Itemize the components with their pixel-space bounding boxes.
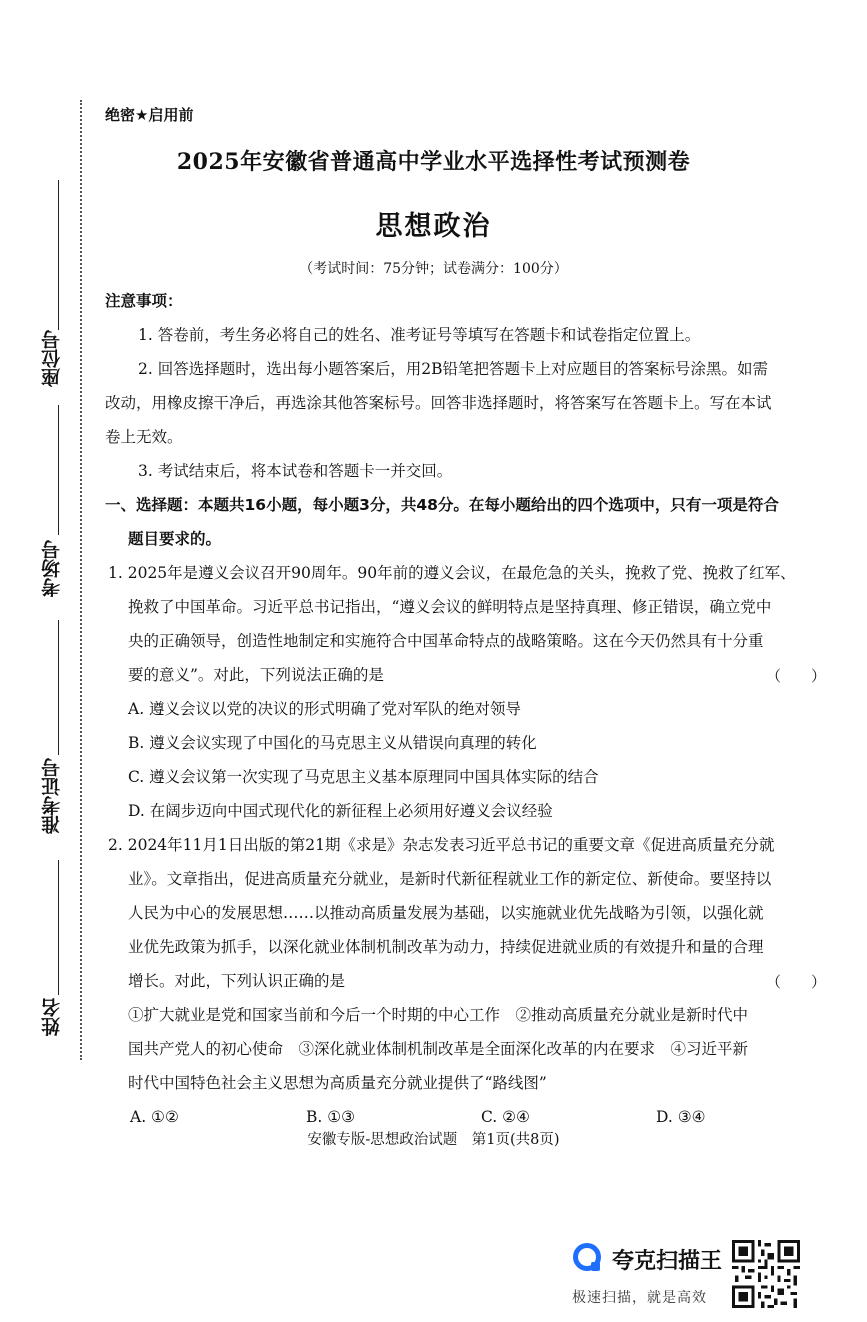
notice-item-3: 3. 考试结束后，将本试卷和答题卡一并交回。 [138, 462, 453, 480]
ticket-label: 准考证号 [41, 758, 63, 834]
name-label: 姓名 [41, 998, 63, 1036]
time-info: （考试时间：75分钟；试卷满分：100分） [299, 261, 568, 277]
room-label: 考场号 [41, 540, 63, 597]
q2-option-b: B. ①③ [306, 1108, 356, 1126]
seat-underline [58, 180, 59, 330]
notice-item-2-end: 卷上无效。 [105, 428, 183, 446]
exam-title: 2025年安徽省普通高中学业水平选择性考试预测卷 [176, 149, 691, 175]
room-underline [58, 405, 59, 535]
q2-line-2: 业》。文章指出，促进高质量充分就业，是新时代新征程就业工作的新定位、新使命。要坚持以 [128, 870, 772, 888]
page-footer: 安徽专版-思想政治试题 第1页(共8页) [307, 1132, 560, 1148]
q1-option-a: A. 遵义会议以党的决议的形式明确了党对军队的绝对领导 [128, 700, 522, 718]
q2-line-3: 人民为中心的发展思想……以推动高质量发展为基础，以实施就业优先战略为引领，以强化就 [128, 904, 764, 922]
notice-item-2-cont: 改动，用橡皮擦干净后，再选涂其他答案标号。回答非选择题时，将答案写在答题卡上。写在本试 [105, 394, 772, 412]
q1-line-2: 挽救了中国革命。习近平总书记指出，“遵义会议的鲜明特点是坚持真理、修正错误，确立党中 [128, 598, 772, 616]
confidential-mark: 绝密★启用前 [105, 106, 194, 124]
q1-line-4: 要的意义”。对此，下列说法正确的是 [128, 666, 384, 684]
q2-statement-3: 时代中国特色社会主义思想为高质量充分就业提供了“路线图” [128, 1074, 547, 1092]
q1-line-3: 央的正确领导，创造性地制定和实施符合中国革命特点的战略策略。这在今天仍然具有十分重 [128, 632, 764, 650]
notice-item-2: 2. 回答选择题时，选出每小题答案后，用2B铅笔把答题卡上对应题目的答案标号涂黑。如需 [138, 360, 768, 378]
binding-dotted-line [80, 100, 82, 1060]
notice-heading: 注意事项： [105, 292, 183, 310]
q1-line-1: 1. 2025年是遵义会议召开90周年。90年前的遵义会议，在最危急的关头，挽救了党、挽救了红军、 [108, 564, 796, 582]
q2-option-c: C. ②④ [481, 1108, 530, 1126]
notice-item-1: 1. 答卷前，考生务必将自己的姓名、准考证号等填写在答题卡和试卷指定位置上。 [138, 326, 701, 344]
section-heading: 一、选择题：本题共16小题，每小题3分，共48分。在每小题给出的四个选项中，只有一项是符合 [105, 496, 779, 514]
q2-statement-2: 国共产党人的初心使命 ③深化就业体制机制改革是全面深化改革的内在要求 ④习近平新 [128, 1040, 749, 1058]
seat-label: 座位号 [41, 330, 63, 387]
subject-title: 思想政治 [375, 211, 492, 242]
section-heading-cont: 题目要求的。 [128, 530, 222, 548]
q1-option-d: D. 在阔步迈向中国式现代化的新征程上必须用好遵义会议经验 [128, 802, 553, 820]
q2-option-a: A. ①② [130, 1108, 179, 1126]
quark-logo-dot [591, 1262, 600, 1271]
scanner-slogan: 极速扫描，就是高效 [572, 1290, 707, 1306]
q1-option-b: B. 遵义会议实现了中国化的马克思主义从错误向真理的转化 [128, 734, 537, 752]
name-underline [58, 860, 59, 995]
q1-option-c: C. 遵义会议第一次实现了马克思主义基本原理同中国具体实际的结合 [128, 768, 599, 786]
q2-line-1: 2. 2024年11月1日出版的第21期《求是》杂志发表习近平总书记的重要文章《促进高质量充分就 [108, 836, 775, 854]
q2-option-d: D. ③④ [656, 1108, 706, 1126]
q2-statement-1: ①扩大就业是党和国家当前和今后一个时期的中心工作 ②推动高质量充分就业是新时代中 [128, 1006, 749, 1024]
q2-answer-paren: （ ） [766, 973, 827, 991]
qr-code-icon [732, 1240, 800, 1308]
q2-line-4: 业优先政策为抓手，以深化就业体制机制改革为动力，持续促进就业质的有效提升和量的合理 [128, 938, 764, 956]
q1-answer-paren: （ ） [766, 667, 827, 685]
scanner-brand: 夸克扫描王 [612, 1249, 723, 1274]
q2-line-5: 增长。对此，下列认识正确的是 [128, 972, 346, 990]
ticket-underline [58, 620, 59, 755]
